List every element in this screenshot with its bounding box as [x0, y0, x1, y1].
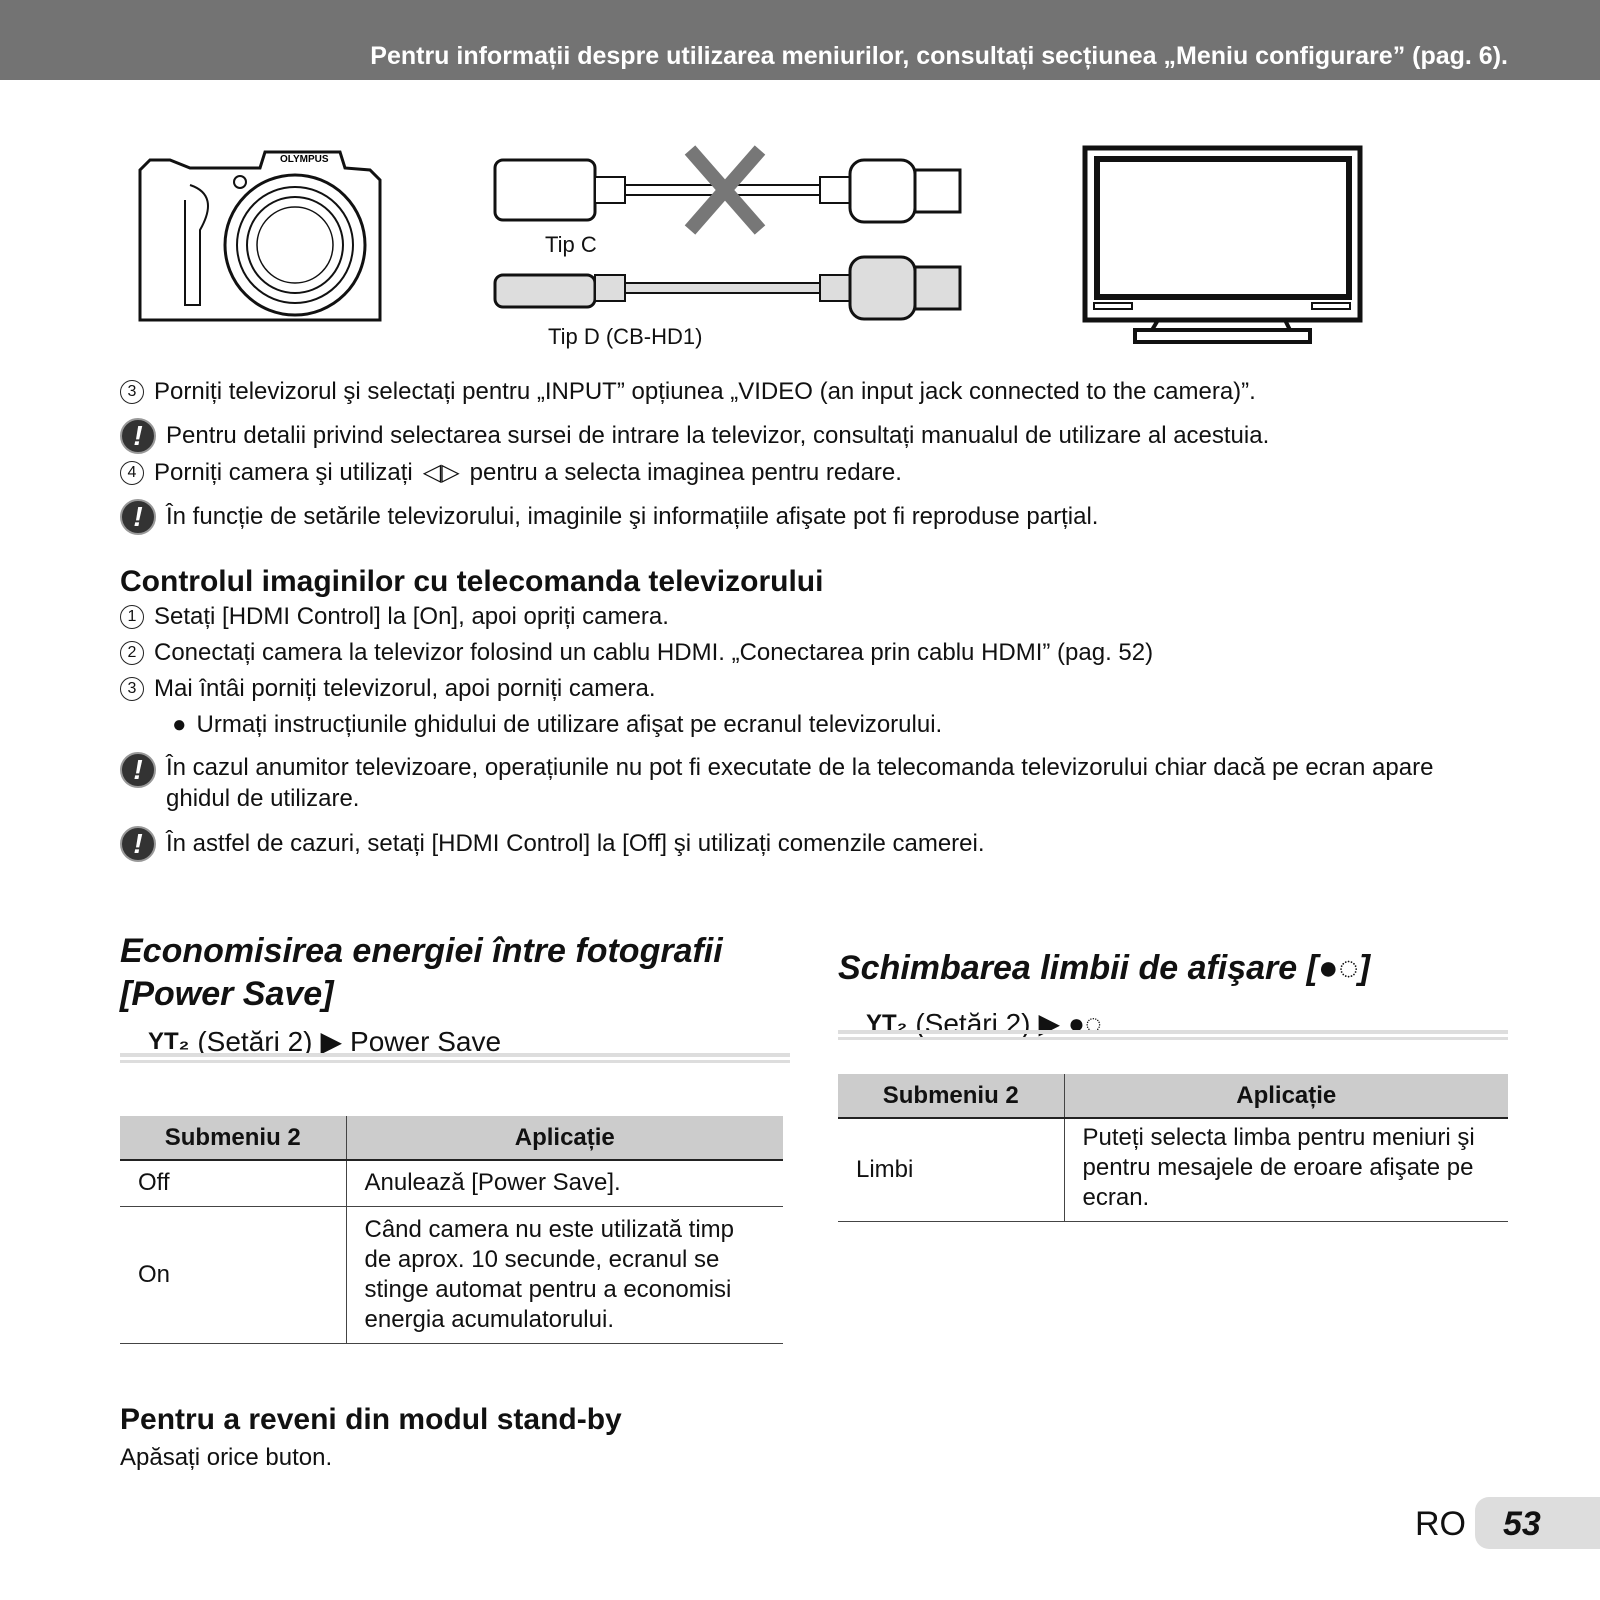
- column-header: Submeniu 2: [120, 1116, 346, 1160]
- caution-icon: !: [120, 826, 156, 862]
- step-number: 1: [120, 605, 144, 629]
- step-number: 2: [120, 641, 144, 665]
- step-text: Conectați camera la televizor folosind un cablu HDMI. „Conectarea prin cablu HDMI” (pag. 52): [154, 639, 1154, 666]
- step-2: [120, 639, 1153, 667]
- language-icon: ●◌: [1068, 1007, 1102, 1039]
- tip-d-label: Tip D (CB-HD1): [548, 324, 703, 349]
- cell: Puteți selecta limba pentru meniuri şi pentru mesajele de eroare afişate pe ecran.: [1064, 1118, 1508, 1222]
- note-text: În funcție de setările televizorului, imaginile şi informațiile afişate pot fi reproduse parțial.: [166, 503, 1099, 530]
- divider: [120, 1053, 790, 1063]
- arrow-icon: ▶: [320, 1026, 343, 1057]
- language-code: RO: [1415, 1505, 1466, 1543]
- step-text: pentru a selecta imaginea pentru redare.: [469, 458, 902, 486]
- column-header: Aplicație: [346, 1116, 783, 1160]
- table-row: [120, 1206, 783, 1343]
- section-title-remote: Controlul imaginilor cu telecomanda televizorului: [120, 565, 824, 598]
- cell: Anulează [Power Save].: [346, 1160, 783, 1206]
- step-number: 3: [120, 380, 144, 404]
- svg-text:OLYMPUS: OLYMPUS: [280, 154, 329, 165]
- step-4: [120, 458, 902, 487]
- note: [120, 499, 1098, 535]
- menu-target: Power Save: [350, 1025, 502, 1057]
- cell: Când camera nu este utilizată timp de aprox. 10 secunde, ecranul se stinge automat pentru a economisi energia acumulatorului.: [346, 1206, 783, 1343]
- note-text: Pentru detalii privind selectarea sursei de intrare la televizor, consultați manualul de utilizare al acestuia.: [166, 422, 1270, 449]
- camera-illustration: [130, 140, 400, 330]
- step-text: Setați [HDMI Control] la [On], apoi opriți camera.: [154, 603, 669, 630]
- setup-2-icon: ΥT₂: [866, 1009, 908, 1037]
- step-text: Mai întâi porniți televizorul, apoi porniți camera.: [154, 675, 656, 702]
- arrow-icon: ▶: [1038, 1008, 1061, 1039]
- step-number: 3: [120, 677, 144, 701]
- caution-icon: !: [120, 752, 156, 788]
- step-text: Porniți camera şi utilizați: [154, 458, 413, 486]
- menu-label: (Setări 2): [915, 1007, 1031, 1039]
- power-save-table: [120, 1116, 783, 1344]
- bullet-icon: ●: [172, 711, 187, 738]
- step-3: [120, 675, 656, 703]
- standby-text: Apăsați orice buton.: [120, 1444, 333, 1471]
- header-text: Pentru informații despre utilizarea meniurilor, consultați secțiunea „Meniu configurare” (pag. 6).: [370, 42, 1508, 70]
- cell: Off: [120, 1160, 346, 1206]
- table-row: [120, 1160, 783, 1206]
- left-right-arrows-icon: ◁▷: [422, 459, 460, 486]
- section-title-power-save: Economisirea energiei între fotografii [Power Save]: [120, 932, 723, 1013]
- step-number: 4: [120, 461, 144, 485]
- divider: [838, 1030, 1508, 1040]
- language-table: [838, 1074, 1508, 1222]
- tip-c-label: Tip C: [545, 232, 597, 257]
- bullet-item: [172, 711, 942, 739]
- step-3: [120, 378, 1256, 406]
- menu-label: (Setări 2): [197, 1025, 313, 1057]
- caution-icon: !: [120, 499, 156, 535]
- note: [120, 752, 1466, 814]
- caution-icon: !: [120, 418, 156, 454]
- note-text: În astfel de cazuri, setați [HDMI Control] la [Off] şi utilizați comenzile camerei.: [166, 830, 985, 857]
- cell: On: [120, 1206, 346, 1343]
- page-number: 53: [1475, 1497, 1600, 1549]
- note: [120, 418, 1269, 454]
- section-title-standby: Pentru a reveni din modul stand-by: [120, 1403, 622, 1436]
- step-1: [120, 603, 669, 631]
- step-text: Porniți televizorul şi selectați pentru „INPUT” opțiunea „VIDEO (an input jack connected to the camera)”.: [154, 378, 1256, 405]
- note: [120, 826, 985, 862]
- bullet-text: Urmați instrucțiunile ghidului de utilizare afişat pe ecranul televizorului.: [196, 711, 943, 738]
- title-text: ]: [1358, 949, 1371, 987]
- header-bar: [0, 0, 1600, 80]
- column-header: Aplicație: [1064, 1074, 1508, 1118]
- title-text: Schimbarea limbii de afişare [: [838, 949, 1318, 987]
- setup-2-icon: ΥT₂: [148, 1027, 190, 1055]
- section-title-language: [838, 947, 1370, 990]
- table-row: [838, 1118, 1508, 1222]
- column-header: Submeniu 2: [838, 1074, 1064, 1118]
- tv-illustration: [1080, 145, 1370, 350]
- language-icon: ●◌: [1317, 949, 1359, 987]
- note-text: În cazul anumitor televizoare, operațiunile nu pot fi executate de la telecomanda televizorului chiar dacă pe ecran apare ghidul de utilizare.: [166, 754, 1434, 812]
- cell: Limbi: [838, 1118, 1064, 1222]
